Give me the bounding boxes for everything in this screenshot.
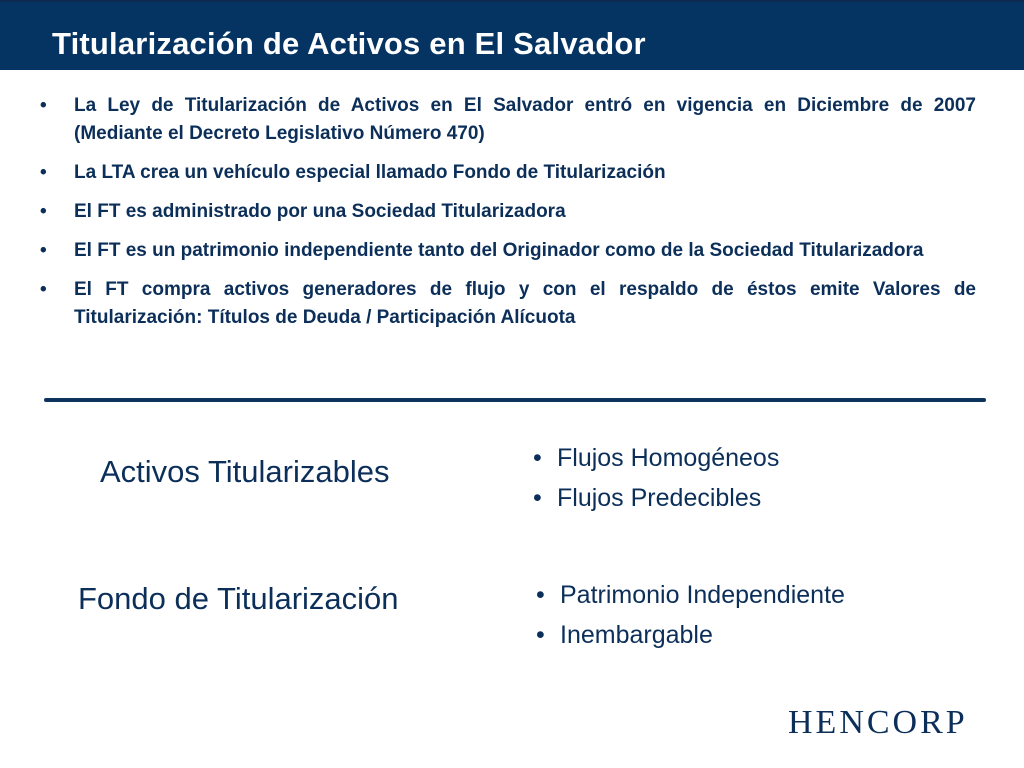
main-bullet-list	[40, 92, 976, 343]
list-item	[536, 615, 845, 655]
hencorp-logo: HENCORP	[788, 704, 968, 741]
bullet-icon: •	[40, 95, 47, 116]
fondo-de-titularizacion-list	[536, 575, 845, 655]
bullet-text: El FT es administrado por una Sociedad Titularizadora	[74, 201, 566, 222]
bullet-text: La LTA crea un vehículo especial llamado Fondo de Titularización	[74, 162, 666, 183]
list-item	[533, 478, 779, 518]
bullet-item	[40, 92, 976, 148]
bullet-icon: •	[533, 444, 542, 472]
bullet-icon: •	[40, 162, 47, 183]
list-item-text: Flujos Predecibles	[557, 484, 762, 512]
bullet-icon: •	[40, 279, 47, 300]
bullet-icon: •	[533, 484, 542, 512]
list-item-text: Inembargable	[560, 621, 713, 649]
bullet-icon: •	[40, 240, 47, 261]
bullet-icon: •	[536, 581, 545, 609]
title-bar	[0, 0, 1024, 70]
list-item	[533, 438, 779, 478]
bullet-text: El FT es un patrimonio independiente tanto del Originador como de la Sociedad Titularizadora	[74, 240, 924, 261]
list-item	[536, 575, 845, 615]
slide-title: Titularización de Activos en El Salvador	[52, 26, 646, 61]
bullet-item	[40, 276, 976, 332]
list-item-text: Patrimonio Independiente	[560, 581, 845, 609]
activos-titularizables-list	[533, 438, 779, 518]
bullet-text: La Ley de Titularización de Activos en El Salvador entró en vigencia en Diciembre de 2007 (Mediante el Decreto Legislativo Número 470)	[74, 95, 976, 144]
divider-line	[44, 398, 986, 402]
bullet-text: El FT compra activos generadores de flujo y con el respaldo de éstos emite Valores de Titularización: Títulos de Deuda / Participación Alícuota	[74, 279, 976, 328]
bullet-item	[40, 198, 976, 226]
bullet-icon: •	[536, 621, 545, 649]
bullet-item	[40, 159, 976, 187]
bullet-item	[40, 237, 976, 265]
bullet-icon: •	[40, 201, 47, 222]
section-label-activos-titularizables: Activos Titularizables	[100, 454, 390, 489]
section-label-fondo-de-titularizacion: Fondo de Titularización	[78, 581, 399, 616]
list-item-text: Flujos Homogéneos	[557, 444, 780, 472]
